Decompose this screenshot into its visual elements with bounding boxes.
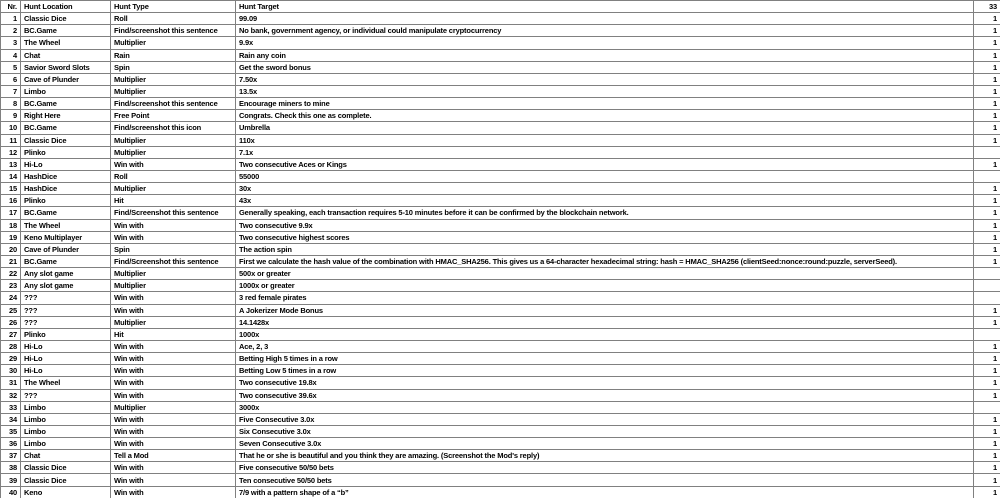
location-cell[interactable]: HashDice (21, 183, 111, 195)
location-cell[interactable]: Chat (21, 450, 111, 462)
table-row (1, 37, 1000, 49)
table-row (1, 146, 1000, 158)
location-cell[interactable]: Keno Multiplayer (21, 231, 111, 243)
table-row (1, 170, 1000, 182)
type-cell[interactable]: Multiplier (111, 183, 236, 195)
count-cell[interactable]: 1 (974, 438, 1000, 450)
count-cell[interactable]: 1 (974, 243, 1000, 255)
table-row (1, 292, 1000, 304)
location-cell[interactable]: Right Here (21, 110, 111, 122)
target-cell[interactable]: 1000x or greater (236, 280, 974, 292)
count-cell[interactable]: 1 (974, 13, 1000, 25)
table-row (1, 243, 1000, 255)
count-cell[interactable]: 1 (974, 255, 1000, 267)
count-cell[interactable]: 1 (974, 389, 1000, 401)
table-body (1, 13, 1000, 498)
type-cell[interactable]: Free Point (111, 110, 236, 122)
type-cell[interactable]: Multiplier (111, 316, 236, 328)
count-cell[interactable]: 1 (974, 98, 1000, 110)
target-cell[interactable]: No bank, government agency, or individual could manipulate cryptocurrency (236, 25, 974, 37)
table-row (1, 219, 1000, 231)
header-type[interactable]: Hunt Type (111, 1, 236, 13)
target-cell[interactable]: 14.1428x (236, 316, 974, 328)
count-cell[interactable]: 1 (974, 462, 1000, 474)
type-cell[interactable]: Win with (111, 219, 236, 231)
nr-cell[interactable]: 40 (1, 486, 21, 498)
table-row (1, 365, 1000, 377)
count-cell[interactable]: 1 (974, 219, 1000, 231)
nr-cell[interactable]: 26 (1, 316, 21, 328)
table-header (1, 1, 1000, 13)
count-cell[interactable]: 1 (974, 486, 1000, 498)
count-cell[interactable]: 1 (974, 134, 1000, 146)
location-cell[interactable]: Classic Dice (21, 134, 111, 146)
table-row (1, 49, 1000, 61)
table-row (1, 231, 1000, 243)
target-cell[interactable]: 9.9x (236, 37, 974, 49)
count-cell[interactable]: 1 (974, 413, 1000, 425)
type-cell[interactable]: Win with (111, 231, 236, 243)
target-cell[interactable]: Ace, 2, 3 (236, 340, 974, 352)
type-cell[interactable]: Multiplier (111, 280, 236, 292)
nr-cell[interactable]: 5 (1, 61, 21, 73)
location-cell[interactable]: BC.Game (21, 207, 111, 219)
location-cell[interactable]: ??? (21, 292, 111, 304)
target-cell[interactable]: Two consecutive 9.9x (236, 219, 974, 231)
count-cell[interactable]: 1 (974, 316, 1000, 328)
location-cell[interactable]: Any slot game (21, 268, 111, 280)
type-cell[interactable]: Multiplier (111, 146, 236, 158)
nr-cell[interactable]: 4 (1, 49, 21, 61)
count-cell[interactable] (974, 292, 1000, 304)
table-row (1, 183, 1000, 195)
table-row (1, 340, 1000, 352)
type-cell[interactable]: Win with (111, 340, 236, 352)
location-cell[interactable]: The Wheel (21, 377, 111, 389)
table-row (1, 438, 1000, 450)
location-cell[interactable]: The Wheel (21, 219, 111, 231)
count-cell[interactable]: 1 (974, 25, 1000, 37)
type-cell[interactable]: Win with (111, 462, 236, 474)
nr-cell[interactable]: 29 (1, 353, 21, 365)
count-cell[interactable]: 1 (974, 195, 1000, 207)
location-cell[interactable]: Limbo (21, 85, 111, 97)
header-target[interactable]: Hunt Target (236, 1, 974, 13)
location-cell[interactable]: Plinko (21, 146, 111, 158)
header-nr[interactable]: Nr. (1, 1, 21, 13)
location-cell[interactable]: HashDice (21, 170, 111, 182)
type-cell[interactable]: Find/screenshot this icon (111, 122, 236, 134)
target-cell[interactable]: 30x (236, 183, 974, 195)
nr-cell[interactable]: 35 (1, 425, 21, 437)
location-cell[interactable]: Classic Dice (21, 13, 111, 25)
location-cell[interactable]: Cave of Plunder (21, 73, 111, 85)
table-row (1, 486, 1000, 498)
count-cell[interactable] (974, 401, 1000, 413)
target-cell[interactable]: That he or she is beautiful and you think they are amazing. (Screenshot the Mod's reply) (236, 450, 974, 462)
nr-cell[interactable]: 23 (1, 280, 21, 292)
count-cell[interactable]: 1 (974, 353, 1000, 365)
type-cell[interactable]: Win with (111, 158, 236, 170)
table-row (1, 195, 1000, 207)
table-row (1, 425, 1000, 437)
header-count-total[interactable]: 33 (974, 1, 1000, 13)
type-cell[interactable]: Find/Screenshot this sentence (111, 255, 236, 267)
type-cell[interactable]: Roll (111, 13, 236, 25)
nr-cell[interactable]: 11 (1, 134, 21, 146)
target-cell[interactable]: 43x (236, 195, 974, 207)
location-cell[interactable]: BC.Game (21, 98, 111, 110)
target-cell[interactable]: 3000x (236, 401, 974, 413)
nr-cell[interactable]: 21 (1, 255, 21, 267)
count-cell[interactable] (974, 328, 1000, 340)
nr-cell[interactable]: 32 (1, 389, 21, 401)
type-cell[interactable]: Hit (111, 328, 236, 340)
location-cell[interactable]: ??? (21, 316, 111, 328)
type-cell[interactable]: Win with (111, 353, 236, 365)
count-cell[interactable]: 1 (974, 425, 1000, 437)
count-cell[interactable]: 1 (974, 110, 1000, 122)
table-row (1, 122, 1000, 134)
nr-cell[interactable]: 37 (1, 450, 21, 462)
target-cell[interactable]: Rain any coin (236, 49, 974, 61)
type-cell[interactable]: Multiplier (111, 134, 236, 146)
target-cell[interactable]: 1000x (236, 328, 974, 340)
nr-cell[interactable]: 6 (1, 73, 21, 85)
nr-cell[interactable]: 30 (1, 365, 21, 377)
type-cell[interactable]: Win with (111, 413, 236, 425)
location-cell[interactable]: Hi-Lo (21, 340, 111, 352)
target-cell[interactable]: Umbrella (236, 122, 974, 134)
type-cell[interactable]: Win with (111, 425, 236, 437)
type-cell[interactable]: Find/screenshot this sentence (111, 98, 236, 110)
nr-cell[interactable]: 39 (1, 474, 21, 486)
nr-cell[interactable]: 19 (1, 231, 21, 243)
type-cell[interactable]: Win with (111, 365, 236, 377)
table-row (1, 207, 1000, 219)
nr-cell[interactable]: 34 (1, 413, 21, 425)
count-cell[interactable]: 1 (974, 340, 1000, 352)
type-cell[interactable]: Win with (111, 438, 236, 450)
type-cell[interactable]: Win with (111, 389, 236, 401)
type-cell[interactable]: Find/screenshot this sentence (111, 25, 236, 37)
nr-cell[interactable]: 8 (1, 98, 21, 110)
nr-cell[interactable]: 17 (1, 207, 21, 219)
location-cell[interactable]: ??? (21, 389, 111, 401)
table-row (1, 73, 1000, 85)
nr-cell[interactable]: 14 (1, 170, 21, 182)
count-cell[interactable]: 1 (974, 158, 1000, 170)
table-row (1, 280, 1000, 292)
location-cell[interactable]: Limbo (21, 413, 111, 425)
table-row (1, 98, 1000, 110)
location-cell[interactable]: Limbo (21, 425, 111, 437)
header-row (1, 1, 1000, 13)
target-cell[interactable]: Seven Consecutive 3.0x (236, 438, 974, 450)
target-cell[interactable]: A Jokerizer Mode Bonus (236, 304, 974, 316)
nr-cell[interactable]: 3 (1, 37, 21, 49)
table-row (1, 450, 1000, 462)
table-row (1, 328, 1000, 340)
location-cell[interactable]: Classic Dice (21, 474, 111, 486)
nr-cell[interactable]: 9 (1, 110, 21, 122)
table-row (1, 158, 1000, 170)
target-cell[interactable]: 13.5x (236, 85, 974, 97)
target-cell[interactable]: Encourage miners to mine (236, 98, 974, 110)
nr-cell[interactable]: 22 (1, 268, 21, 280)
type-cell[interactable]: Multiplier (111, 268, 236, 280)
nr-cell[interactable]: 15 (1, 183, 21, 195)
target-cell[interactable]: Two consecutive highest scores (236, 231, 974, 243)
location-cell[interactable]: ??? (21, 304, 111, 316)
table-row (1, 25, 1000, 37)
target-cell[interactable]: 7/9 with a pattern shape of a “b” (236, 486, 974, 498)
type-cell[interactable]: Win with (111, 377, 236, 389)
nr-cell[interactable]: 7 (1, 85, 21, 97)
location-cell[interactable]: Chat (21, 49, 111, 61)
type-cell[interactable]: Win with (111, 292, 236, 304)
type-cell[interactable]: Win with (111, 474, 236, 486)
nr-cell[interactable]: 10 (1, 122, 21, 134)
type-cell[interactable]: Multiplier (111, 37, 236, 49)
count-cell[interactable]: 1 (974, 183, 1000, 195)
table-row (1, 462, 1000, 474)
count-cell[interactable]: 1 (974, 207, 1000, 219)
target-cell[interactable]: Six Consecutive 3.0x (236, 425, 974, 437)
location-cell[interactable]: Hi-Lo (21, 353, 111, 365)
count-cell[interactable]: 1 (974, 450, 1000, 462)
target-cell[interactable]: Five consecutive 50/50 bets (236, 462, 974, 474)
type-cell[interactable]: Rain (111, 49, 236, 61)
type-cell[interactable]: Find/Screenshot this sentence (111, 207, 236, 219)
nr-cell[interactable]: 33 (1, 401, 21, 413)
count-cell[interactable] (974, 280, 1000, 292)
type-cell[interactable]: Win with (111, 486, 236, 498)
count-cell[interactable]: 1 (974, 122, 1000, 134)
table-row (1, 61, 1000, 73)
location-cell[interactable]: Hi-Lo (21, 365, 111, 377)
table-row (1, 413, 1000, 425)
table-row (1, 474, 1000, 486)
target-cell[interactable]: Two consecutive 39.6x (236, 389, 974, 401)
target-cell[interactable]: Betting Low 5 times in a row (236, 365, 974, 377)
count-cell[interactable]: 1 (974, 37, 1000, 49)
target-cell[interactable]: Get the sword bonus (236, 61, 974, 73)
table-row (1, 85, 1000, 97)
target-cell[interactable]: Two consecutive 19.8x (236, 377, 974, 389)
nr-cell[interactable]: 25 (1, 304, 21, 316)
type-cell[interactable]: Win with (111, 304, 236, 316)
count-cell[interactable]: 1 (974, 61, 1000, 73)
table-row (1, 110, 1000, 122)
target-cell[interactable]: 7.50x (236, 73, 974, 85)
location-cell[interactable]: Hi-Lo (21, 158, 111, 170)
nr-cell[interactable]: 16 (1, 195, 21, 207)
table-row (1, 255, 1000, 267)
target-cell[interactable]: 7.1x (236, 146, 974, 158)
table-row (1, 401, 1000, 413)
nr-cell[interactable]: 1 (1, 13, 21, 25)
location-cell[interactable]: Any slot game (21, 280, 111, 292)
table-row (1, 377, 1000, 389)
nr-cell[interactable]: 36 (1, 438, 21, 450)
table-row (1, 353, 1000, 365)
location-cell[interactable]: Plinko (21, 328, 111, 340)
location-cell[interactable]: Cave of Plunder (21, 243, 111, 255)
target-cell[interactable]: The action spin (236, 243, 974, 255)
location-cell[interactable]: BC.Game (21, 122, 111, 134)
location-cell[interactable]: BC.Game (21, 255, 111, 267)
target-cell[interactable]: Ten consecutive 50/50 bets (236, 474, 974, 486)
location-cell[interactable]: Classic Dice (21, 462, 111, 474)
nr-cell[interactable]: 27 (1, 328, 21, 340)
target-cell[interactable]: Congrats. Check this one as complete. (236, 110, 974, 122)
target-cell[interactable]: 110x (236, 134, 974, 146)
count-cell[interactable] (974, 170, 1000, 182)
location-cell[interactable]: BC.Game (21, 25, 111, 37)
target-cell[interactable]: 55000 (236, 170, 974, 182)
type-cell[interactable]: Tell a Mod (111, 450, 236, 462)
nr-cell[interactable]: 13 (1, 158, 21, 170)
table-row (1, 316, 1000, 328)
count-cell[interactable]: 1 (974, 73, 1000, 85)
nr-cell[interactable]: 12 (1, 146, 21, 158)
count-cell[interactable] (974, 268, 1000, 280)
type-cell[interactable]: Roll (111, 170, 236, 182)
target-cell[interactable]: 500x or greater (236, 268, 974, 280)
nr-cell[interactable]: 24 (1, 292, 21, 304)
target-cell[interactable]: Betting High 5 times in a row (236, 353, 974, 365)
count-cell[interactable]: 1 (974, 231, 1000, 243)
count-cell[interactable]: 1 (974, 304, 1000, 316)
table-row (1, 134, 1000, 146)
type-cell[interactable]: Multiplier (111, 401, 236, 413)
count-cell[interactable]: 1 (974, 377, 1000, 389)
count-cell[interactable]: 1 (974, 365, 1000, 377)
header-location[interactable]: Hunt Location (21, 1, 111, 13)
count-cell[interactable]: 1 (974, 474, 1000, 486)
location-cell[interactable]: Keno (21, 486, 111, 498)
location-cell[interactable]: The Wheel (21, 37, 111, 49)
type-cell[interactable]: Multiplier (111, 85, 236, 97)
location-cell[interactable]: Plinko (21, 195, 111, 207)
target-cell[interactable]: Generally speaking, each transaction requires 5-10 minutes before it can be confirmed by the blockchain network. (236, 207, 974, 219)
type-cell[interactable]: Spin (111, 61, 236, 73)
type-cell[interactable]: Multiplier (111, 73, 236, 85)
target-cell[interactable]: 3 red female pirates (236, 292, 974, 304)
nr-cell[interactable]: 20 (1, 243, 21, 255)
target-cell[interactable]: Two consecutive Aces or Kings (236, 158, 974, 170)
nr-cell[interactable]: 31 (1, 377, 21, 389)
type-cell[interactable]: Spin (111, 243, 236, 255)
location-cell[interactable]: Limbo (21, 401, 111, 413)
table-row (1, 13, 1000, 25)
count-cell[interactable] (974, 146, 1000, 158)
target-cell[interactable]: Five Consecutive 3.0x (236, 413, 974, 425)
table-row (1, 389, 1000, 401)
nr-cell[interactable]: 28 (1, 340, 21, 352)
table-row (1, 304, 1000, 316)
table-row (1, 268, 1000, 280)
count-cell[interactable]: 1 (974, 49, 1000, 61)
target-cell[interactable]: First we calculate the hash value of the combination with HMAC_SHA256. This gives us a 64-character hexadecimal string: hash = HMAC_SHA256 (clientSeed:nonce:round:puzzle, serverSeed). (236, 255, 974, 267)
type-cell[interactable]: Hit (111, 195, 236, 207)
location-cell[interactable]: Limbo (21, 438, 111, 450)
nr-cell[interactable]: 18 (1, 219, 21, 231)
count-cell[interactable]: 1 (974, 85, 1000, 97)
target-cell[interactable]: 99.09 (236, 13, 974, 25)
nr-cell[interactable]: 38 (1, 462, 21, 474)
nr-cell[interactable]: 2 (1, 25, 21, 37)
location-cell[interactable]: Savior Sword Slots (21, 61, 111, 73)
